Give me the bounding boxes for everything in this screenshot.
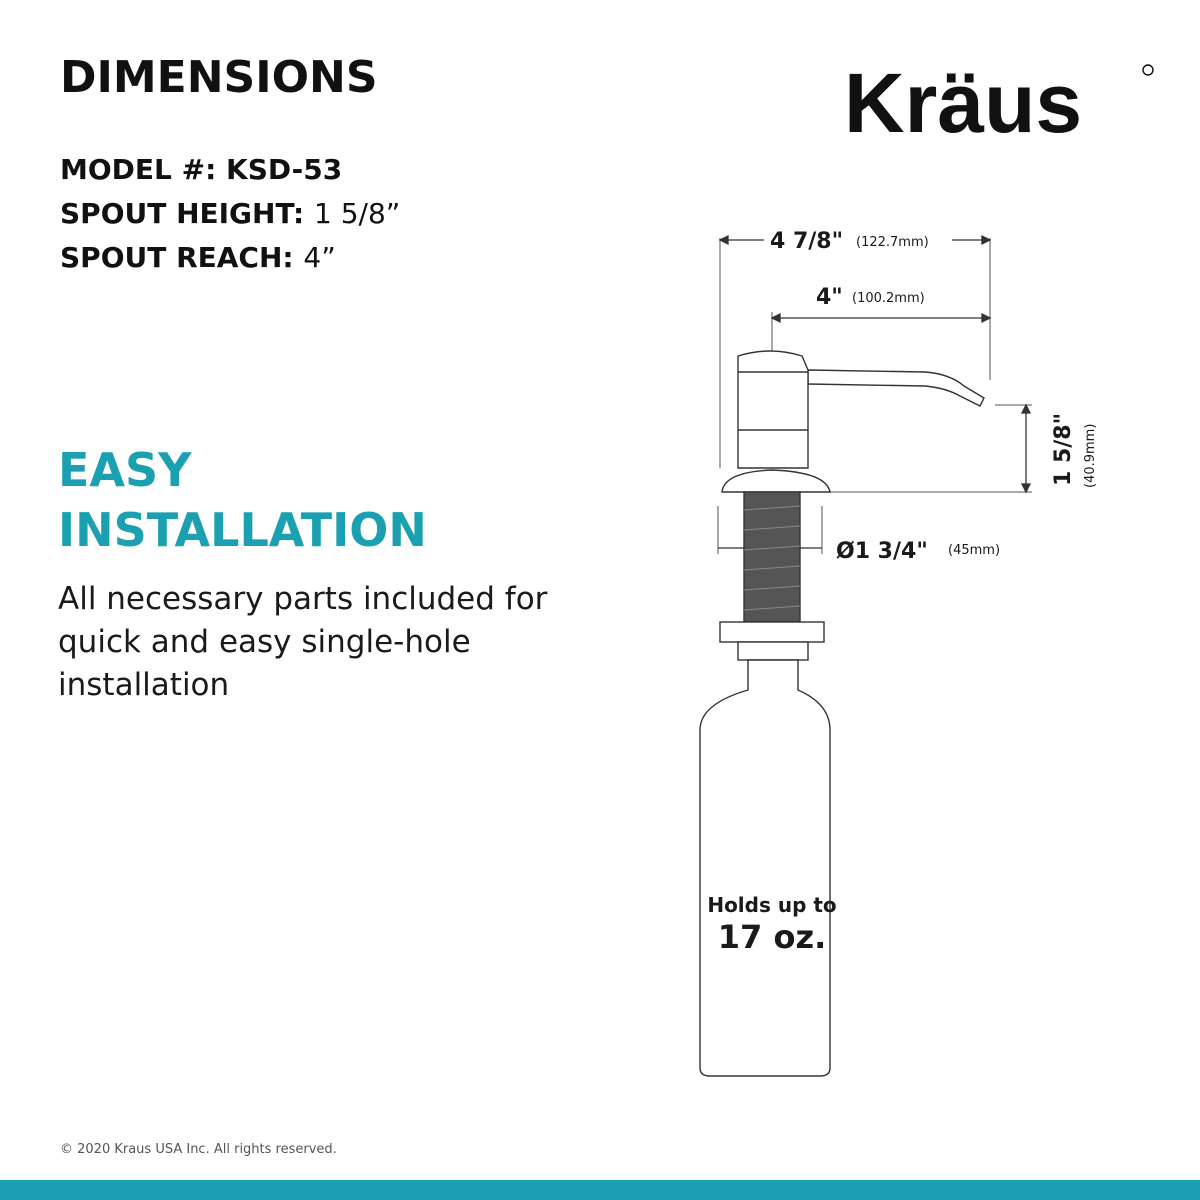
diameter-label: Ø1 3/4" [836, 539, 928, 564]
page-title: DIMENSIONS [60, 52, 378, 103]
spec-list [60, 148, 400, 280]
feature-title-line: EASY [58, 443, 192, 497]
spec-spout-height [60, 192, 400, 236]
brand-registered-mark [1143, 65, 1153, 75]
diameter-metric: (45mm) [948, 543, 1001, 558]
spec-label: SPOUT HEIGHT: [60, 197, 305, 230]
dimension-diagram [680, 220, 1120, 1100]
feature-title [58, 440, 427, 560]
spec-value: 1 5/8” [313, 197, 401, 230]
spout-height-label: 1 5/8" [1051, 412, 1076, 486]
accent-bar [0, 1180, 1200, 1200]
overall-width-metric: (122.7mm) [856, 235, 929, 250]
dispenser-illustration [700, 351, 984, 1076]
spec-label: MODEL #: [60, 153, 217, 186]
spec-value: 4” [303, 241, 336, 274]
spec-model [60, 148, 400, 192]
capacity-line2: 17 oz. [717, 918, 827, 956]
spec-value: KSD-53 [226, 153, 343, 186]
capacity-line1: Holds up to [707, 893, 837, 917]
spout-height-metric: (40.9mm) [1083, 423, 1098, 488]
feature-title-line: INSTALLATION [58, 503, 427, 557]
overall-width-label: 4 7/8" [770, 229, 844, 254]
brand-name: Kräus [844, 56, 1083, 142]
copyright-notice: © 2020 Kraus USA Inc. All rights reserved. [60, 1142, 337, 1157]
feature-description: All necessary parts included for quick and easy single-hole installation [58, 581, 548, 703]
spec-label: SPOUT REACH: [60, 241, 294, 274]
spout-reach-metric: (100.2mm) [852, 291, 925, 306]
spout-reach-label: 4" [816, 285, 843, 310]
spec-spout-reach [60, 236, 400, 280]
brand-logo [840, 42, 1160, 142]
